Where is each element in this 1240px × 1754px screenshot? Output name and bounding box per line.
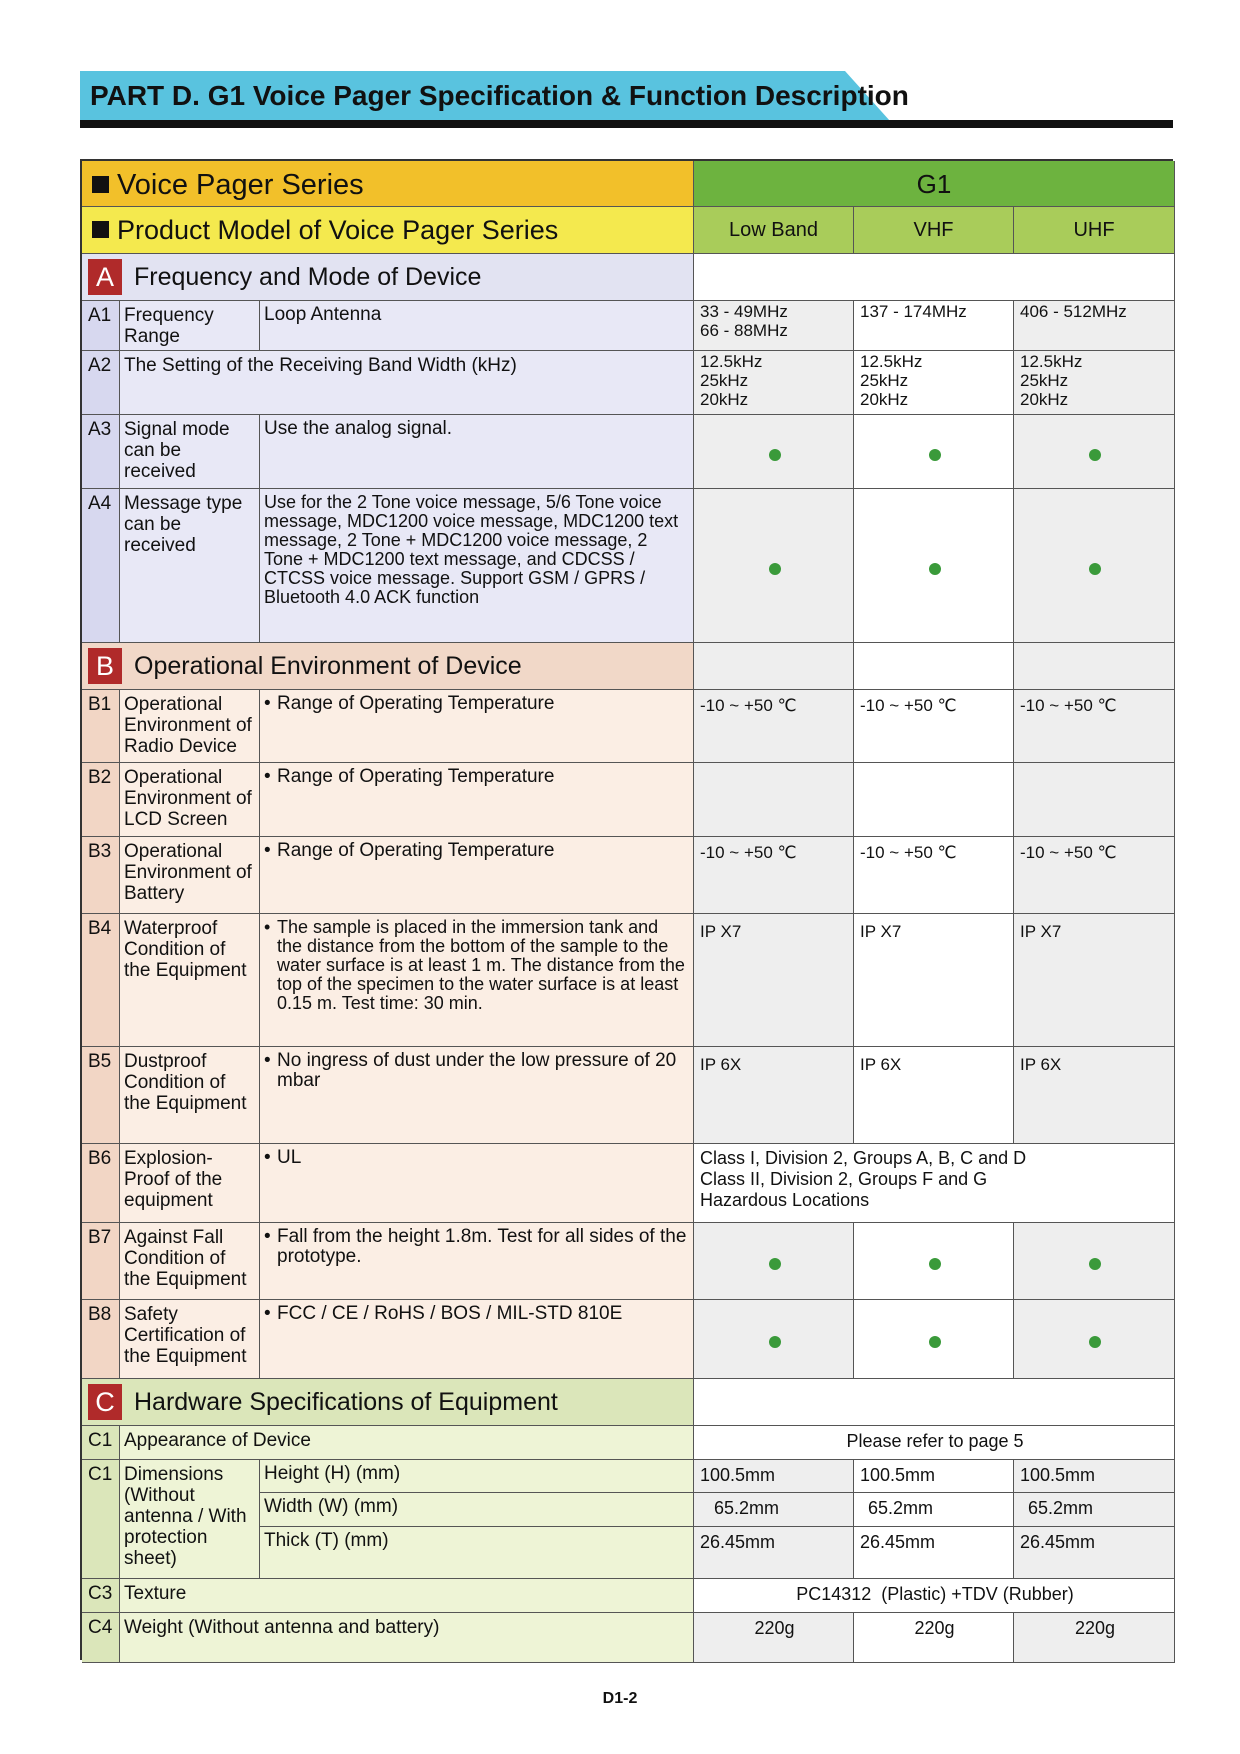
check-dot-icon bbox=[769, 1258, 781, 1270]
value-cell bbox=[694, 1223, 854, 1300]
bullet-icon: • bbox=[264, 917, 271, 937]
value-cell: Please refer to page 5 bbox=[694, 1426, 1175, 1460]
value-cell: 12.5kHz 25kHz 20kHz bbox=[854, 351, 1014, 415]
row-desc bbox=[260, 1223, 694, 1300]
row-desc: Height (H) (mm) bbox=[260, 1460, 694, 1493]
row-desc bbox=[260, 1300, 694, 1379]
square-bullet-icon bbox=[92, 176, 109, 193]
check-dot-icon bbox=[929, 1258, 941, 1270]
value-cell: 65.2mm bbox=[694, 1493, 854, 1527]
section-c-header bbox=[82, 1379, 694, 1426]
section-c-title: Hardware Specifications of Equipment bbox=[134, 1387, 558, 1416]
title-underline bbox=[80, 120, 1173, 128]
value-cell: IP 6X bbox=[694, 1047, 854, 1144]
check-dot-icon bbox=[769, 563, 781, 575]
value-cell bbox=[854, 1300, 1014, 1379]
section-b-title: Operational Environment of Device bbox=[134, 651, 522, 680]
bullet-icon: • bbox=[264, 1226, 271, 1247]
row-label: Against Fall Condition of the Equipment bbox=[120, 1223, 260, 1300]
value-cell: Class I, Division 2, Groups A, B, C and D Class II, Division 2, Groups F and G Hazardous Locations bbox=[694, 1144, 1175, 1223]
section-a-letter: A bbox=[88, 259, 122, 295]
series-header-label: Voice Pager Series bbox=[117, 169, 364, 201]
check-dot-icon bbox=[1089, 1336, 1101, 1348]
value-cell: IP X7 bbox=[694, 914, 854, 1047]
row-label: Waterproof Condition of the Equipment bbox=[120, 914, 260, 1047]
band-header-low: Low Band bbox=[694, 207, 854, 254]
value-cell bbox=[694, 763, 854, 837]
band-header-uhf: UHF bbox=[1014, 207, 1175, 254]
value-cell bbox=[1014, 643, 1175, 690]
value-cell: PC14312 (Plastic) +TDV (Rubber) bbox=[694, 1579, 1175, 1613]
value-cell bbox=[694, 643, 854, 690]
row-id: A1 bbox=[82, 301, 120, 351]
row-desc-text: The sample is placed in the immersion tank and the distance from the bottom of the sample to the water surface is at least 1 m. The distance from the top of the specimen to the water surface is at least 0.15 m. Test time: 30 min. bbox=[277, 917, 685, 1013]
row-desc-text: Range of Operating Temperature bbox=[277, 840, 555, 861]
row-desc-text: Range of Operating Temperature bbox=[277, 766, 555, 787]
square-bullet-icon bbox=[92, 221, 109, 238]
row-desc-text: Range of Operating Temperature bbox=[277, 693, 555, 714]
value-cell bbox=[1014, 1300, 1175, 1379]
value-cell: IP 6X bbox=[854, 1047, 1014, 1144]
row-id: C4 bbox=[82, 1613, 120, 1663]
section-b-header bbox=[82, 643, 694, 690]
value-cell: 33 - 49MHz 66 - 88MHz bbox=[694, 301, 854, 351]
value-cell: 220g bbox=[854, 1613, 1014, 1663]
value-cell bbox=[694, 1300, 854, 1379]
value-cell: 137 - 174MHz bbox=[854, 301, 1014, 351]
value-cell: 12.5kHz 25kHz 20kHz bbox=[1014, 351, 1175, 415]
value-cell bbox=[694, 489, 854, 643]
value-cell: 26.45mm bbox=[1014, 1527, 1175, 1579]
check-dot-icon bbox=[1089, 563, 1101, 575]
row-desc: Use for the 2 Tone voice message, 5/6 Tone voice message, MDC1200 voice message, MDC1200 text message, 2 Tone + MDC1200 voice message, 2 Tone + MDC1200 text message, and CDCSS / CTCSS voice message. Support GSM / GPRS / Bluetooth 4.0 ACK function bbox=[260, 489, 694, 643]
page-number: D1-2 bbox=[602, 1690, 638, 1707]
row-id: C3 bbox=[82, 1579, 120, 1613]
value-cell: 100.5mm bbox=[694, 1460, 854, 1493]
check-dot-icon bbox=[769, 1336, 781, 1348]
row-id: B2 bbox=[82, 763, 120, 837]
bullet-icon: • bbox=[264, 1147, 271, 1168]
row-label: Message type can be received bbox=[120, 489, 260, 643]
row-id: B6 bbox=[82, 1144, 120, 1223]
value-cell: -10 ~ +50 ℃ bbox=[1014, 690, 1175, 763]
bullet-icon: • bbox=[264, 693, 271, 714]
row-label: Operational Environment of LCD Screen bbox=[120, 763, 260, 837]
value-cell: -10 ~ +50 ℃ bbox=[694, 837, 854, 914]
check-dot-icon bbox=[1089, 1258, 1101, 1270]
row-desc-text: UL bbox=[277, 1147, 302, 1168]
band-header-vhf: VHF bbox=[854, 207, 1014, 254]
section-b-letter: B bbox=[88, 648, 122, 684]
row-desc: Thick (T) (mm) bbox=[260, 1527, 694, 1579]
check-dot-icon bbox=[929, 1336, 941, 1348]
value-cell: -10 ~ +50 ℃ bbox=[1014, 837, 1175, 914]
row-id: A3 bbox=[82, 415, 120, 489]
row-id: B8 bbox=[82, 1300, 120, 1379]
row-desc bbox=[260, 1144, 694, 1223]
title-banner bbox=[80, 71, 909, 121]
value-cell: IP 6X bbox=[1014, 1047, 1175, 1144]
value-cell: IP X7 bbox=[1014, 914, 1175, 1047]
value-cell: 100.5mm bbox=[854, 1460, 1014, 1493]
row-id: B7 bbox=[82, 1223, 120, 1300]
check-dot-icon bbox=[929, 449, 941, 461]
value-cell bbox=[854, 489, 1014, 643]
check-dot-icon bbox=[1089, 449, 1101, 461]
model-header bbox=[82, 207, 694, 254]
row-label: Signal mode can be received bbox=[120, 415, 260, 489]
row-desc bbox=[260, 763, 694, 837]
value-cell bbox=[1014, 1223, 1175, 1300]
row-label: Explosion-Proof of the equipment bbox=[120, 1144, 260, 1223]
value-cell: IP X7 bbox=[854, 914, 1014, 1047]
check-dot-icon bbox=[769, 449, 781, 461]
row-id: B1 bbox=[82, 690, 120, 763]
value-cell bbox=[854, 643, 1014, 690]
value-cell bbox=[854, 763, 1014, 837]
row-label: Texture bbox=[120, 1579, 694, 1613]
bullet-icon: • bbox=[264, 766, 271, 787]
section-a-title: Frequency and Mode of Device bbox=[134, 262, 482, 291]
value-cell: -10 ~ +50 ℃ bbox=[854, 837, 1014, 914]
spec-table bbox=[80, 159, 1173, 1660]
section-a-header-values bbox=[694, 254, 1175, 301]
row-id: C1 bbox=[82, 1426, 120, 1460]
row-desc: Width (W) (mm) bbox=[260, 1493, 694, 1527]
row-label: The Setting of the Receiving Band Width (kHz) bbox=[120, 351, 694, 415]
row-desc bbox=[260, 690, 694, 763]
value-cell bbox=[854, 1223, 1014, 1300]
series-header bbox=[82, 161, 694, 207]
value-cell: 26.45mm bbox=[694, 1527, 854, 1579]
check-dot-icon bbox=[929, 563, 941, 575]
section-a-header bbox=[82, 254, 694, 301]
row-desc-text: FCC / CE / RoHS / BOS / MIL-STD 810E bbox=[277, 1303, 623, 1324]
value-cell bbox=[854, 415, 1014, 489]
value-cell: 406 - 512MHz bbox=[1014, 301, 1175, 351]
value-cell bbox=[1014, 763, 1175, 837]
value-cell: 65.2mm bbox=[1014, 1493, 1175, 1527]
row-label: Dustproof Condition of the Equipment bbox=[120, 1047, 260, 1144]
value-cell: 65.2mm bbox=[854, 1493, 1014, 1527]
value-cell: 26.45mm bbox=[854, 1527, 1014, 1579]
value-cell: 220g bbox=[1014, 1613, 1175, 1663]
row-desc: Loop Antenna bbox=[260, 301, 694, 351]
model-name-header: G1 bbox=[694, 161, 1175, 207]
row-desc-text: No ingress of dust under the low pressure of 20 mbar bbox=[277, 1050, 677, 1091]
value-cell: 100.5mm bbox=[1014, 1460, 1175, 1493]
row-desc bbox=[260, 1047, 694, 1144]
row-label: Appearance of Device bbox=[120, 1426, 694, 1460]
row-id: B5 bbox=[82, 1047, 120, 1144]
value-cell bbox=[694, 415, 854, 489]
bullet-icon: • bbox=[264, 1303, 271, 1324]
row-desc bbox=[260, 837, 694, 914]
model-header-label: Product Model of Voice Pager Series bbox=[117, 215, 559, 245]
value-cell: -10 ~ +50 ℃ bbox=[854, 690, 1014, 763]
page-title: PART D. G1 Voice Pager Specification & Function Description bbox=[90, 80, 909, 111]
row-id: C1 bbox=[82, 1460, 120, 1579]
section-c-letter: C bbox=[88, 1384, 122, 1420]
value-cell bbox=[1014, 415, 1175, 489]
row-id: A4 bbox=[82, 489, 120, 643]
row-label: Operational Environment of Radio Device bbox=[120, 690, 260, 763]
value-cell: 220g bbox=[694, 1613, 854, 1663]
row-desc: Use the analog signal. bbox=[260, 415, 694, 489]
value-cell: -10 ~ +50 ℃ bbox=[694, 690, 854, 763]
row-id: B4 bbox=[82, 914, 120, 1047]
row-desc-text: Fall from the height 1.8m. Test for all sides of the prototype. bbox=[277, 1226, 687, 1267]
bullet-icon: • bbox=[264, 1050, 271, 1071]
row-label: Dimensions (Without antenna / With protection sheet) bbox=[120, 1460, 260, 1579]
row-desc bbox=[260, 914, 694, 1047]
row-label: Frequency Range bbox=[120, 301, 260, 351]
row-label: Weight (Without antenna and battery) bbox=[120, 1613, 694, 1663]
section-c-header-values bbox=[694, 1379, 1175, 1426]
value-cell bbox=[1014, 489, 1175, 643]
row-id: A2 bbox=[82, 351, 120, 415]
bullet-icon: • bbox=[264, 840, 271, 861]
row-label: Operational Environment of Battery bbox=[120, 837, 260, 914]
row-label: Safety Certification of the Equipment bbox=[120, 1300, 260, 1379]
value-cell: 12.5kHz 25kHz 20kHz bbox=[694, 351, 854, 415]
row-id: B3 bbox=[82, 837, 120, 914]
